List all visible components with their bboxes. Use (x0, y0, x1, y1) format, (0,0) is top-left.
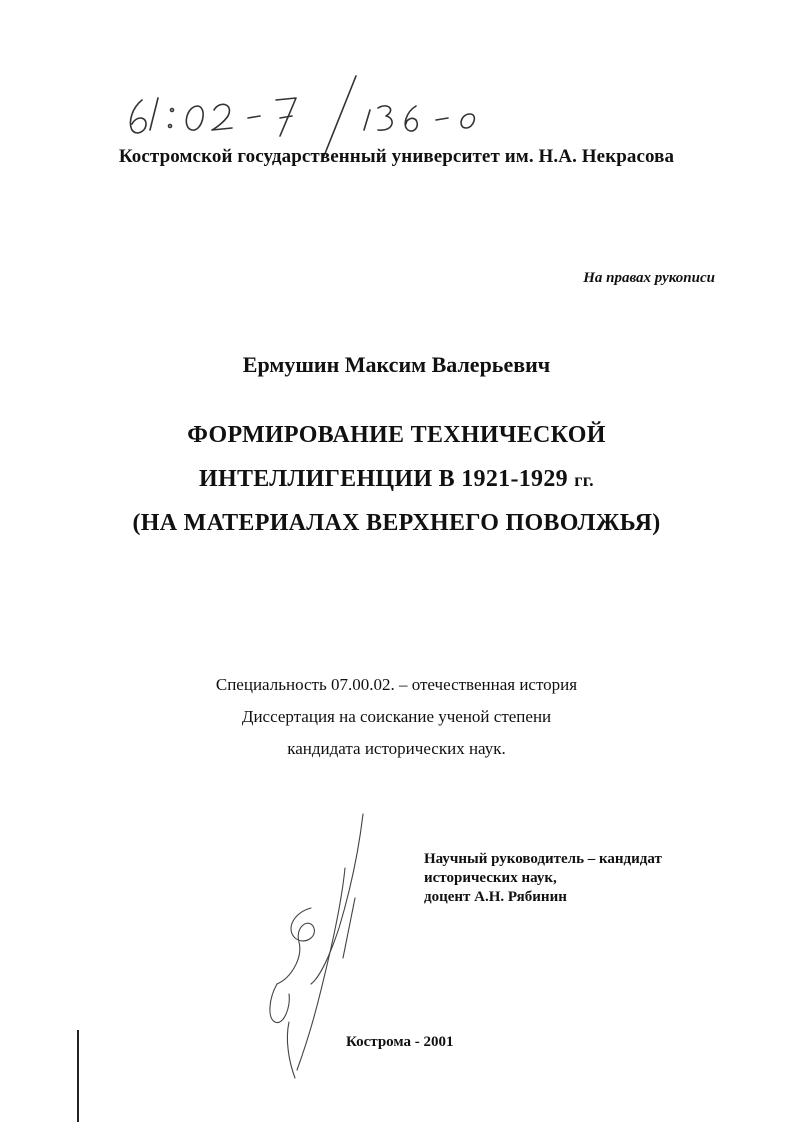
supervisor-line-2: исторических наук, (424, 870, 557, 886)
city-year: Кострома - 2001 (346, 1034, 454, 1050)
title-line-2-main: ИНТЕЛЛИГЕНЦИИ В 1921-1929 (199, 466, 568, 492)
specialty-line: Специальность 07.00.02. – отечественная история (215, 675, 578, 694)
dissertation-title-line-3: (НА МАТЕРИАЛАХ ВЕРХНЕГО ПОВОЛЖЬЯ) (132, 510, 661, 536)
dissertation-title-line-1: ФОРМИРОВАНИЕ ТЕХНИЧЕСКОЙ (187, 422, 606, 448)
degree-field-line: кандидата исторических наук. (287, 739, 506, 758)
supervisor-line-1: Научный руководитель – кандидат (424, 851, 662, 867)
rights-note: На правах рукописи (583, 270, 715, 286)
scientific-supervisor (424, 850, 662, 907)
author-name: Ермушин Максим Валерьевич (242, 352, 551, 377)
degree-line: Диссертация на соискание ученой степени (241, 707, 552, 726)
title-line-2-suffix: гг. (574, 470, 594, 490)
supervisor-line-3: доцент А.Н. Рябинин (424, 889, 567, 905)
university-name: Костромской государственный университет им. Н.А. Некрасова (118, 146, 675, 167)
dissertation-title-line-2 (0, 466, 793, 493)
scan-binding-edge (77, 1030, 79, 1122)
